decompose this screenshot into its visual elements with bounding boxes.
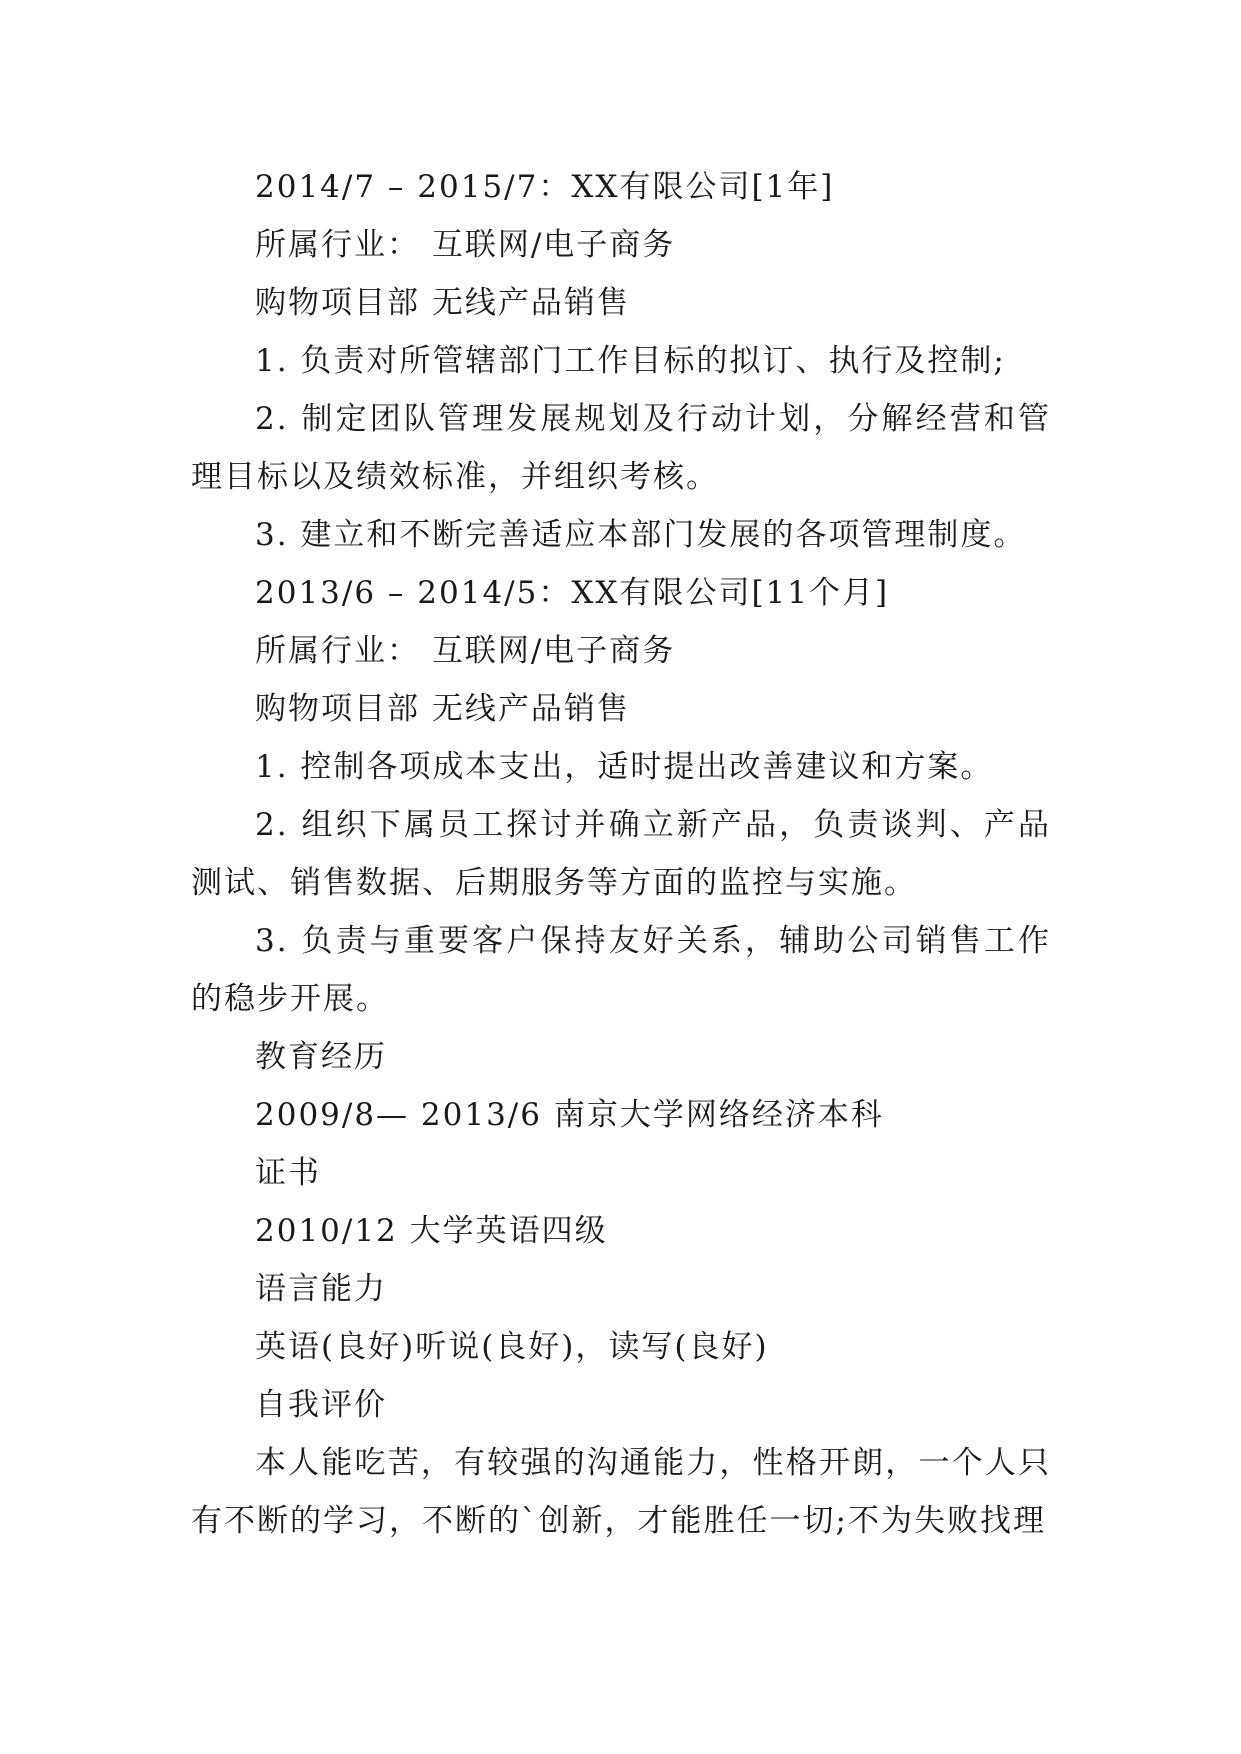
job2-period: 2013/6 – 2014/5：XX有限公司[11个月] [255, 575, 890, 611]
language-entry: 英语(良好)听说(良好)，读写(良好) [255, 1329, 769, 1365]
certificate-heading: 证书 [255, 1155, 321, 1191]
certificate-entry: 2010/12 大学英语四级 [255, 1213, 608, 1249]
job1-industry: 所属行业： 互联网/电子商务 [255, 227, 676, 263]
language-heading: 语言能力 [255, 1271, 387, 1307]
education-entry: 2009/8— 2013/6 南京大学网络经济本科 [255, 1097, 884, 1133]
job2-industry: 所属行业： 互联网/电子商务 [255, 633, 676, 669]
self-evaluation-text: 本人能吃苦，有较强的沟通能力，性格开朗，一个人只有不断的学习，不断的`创新，才能胜任一切;不为失败找理 [191, 1445, 1051, 1539]
job1-duty-1: 1. 负责对所管辖部门工作目标的拟订、执行及控制; [255, 343, 1006, 379]
job1-duty-3: 3. 建立和不断完善适应本部门发展的各项管理制度。 [255, 517, 1027, 553]
document-body [191, 158, 1051, 1550]
job1-period: 2014/7 – 2015/7：XX有限公司[1年] [255, 169, 835, 205]
education-heading: 教育经历 [255, 1039, 387, 1075]
job1-duty-2: 2. 制定团队管理发展规划及行动计划，分解经营和管理目标以及绩效标准，并组织考核。 [191, 401, 1051, 495]
job2-position: 购物项目部 无线产品销售 [255, 691, 630, 727]
self-evaluation-heading: 自我评价 [255, 1387, 387, 1423]
job2-duty-2: 2. 组织下属员工探讨并确立新产品，负责谈判、产品测试、销售数据、后期服务等方面的监控与实施。 [191, 807, 1051, 901]
job2-duty-1: 1. 控制各项成本支出，适时提出改善建议和方案。 [255, 749, 994, 785]
job1-position: 购物项目部 无线产品销售 [255, 285, 630, 321]
job2-duty-3: 3. 负责与重要客户保持友好关系，辅助公司销售工作的稳步开展。 [191, 923, 1051, 1017]
